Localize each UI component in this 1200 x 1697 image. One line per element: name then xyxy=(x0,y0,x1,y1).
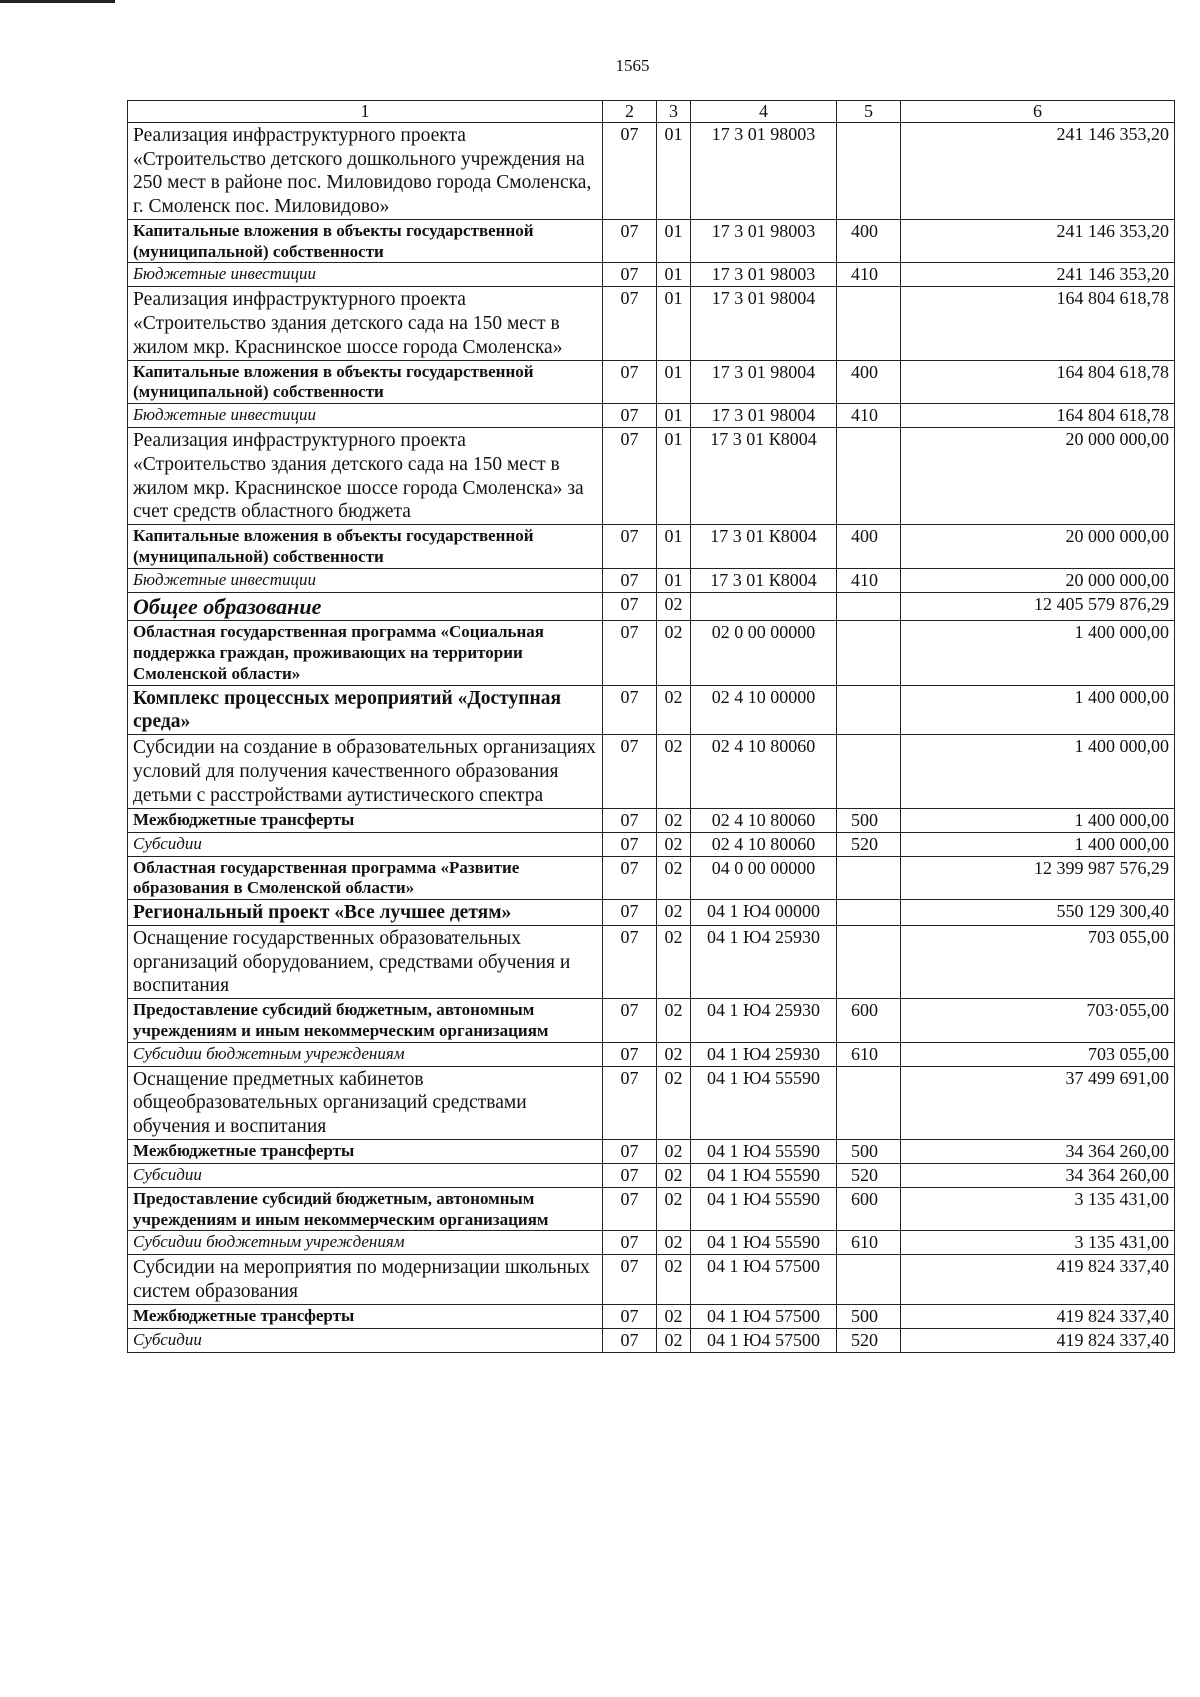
row-section-code-cell: 07 xyxy=(603,832,657,856)
row-name-cell: Субсидии xyxy=(128,832,603,856)
row-expense-type-cell: 600 xyxy=(837,1187,901,1230)
table-row xyxy=(128,1042,1175,1066)
row-subsection-code-cell: 01 xyxy=(657,404,691,428)
table-row xyxy=(128,525,1175,568)
row-amount-cell: 20 000 000,00 xyxy=(901,568,1175,592)
row-subsection-code-cell: 01 xyxy=(657,287,691,360)
row-section-code-cell: 07 xyxy=(603,1139,657,1163)
table-row xyxy=(128,685,1175,735)
table-row xyxy=(128,360,1175,403)
row-expense-type-cell: 520 xyxy=(837,1328,901,1352)
row-expense-type-cell: 400 xyxy=(837,219,901,262)
row-expense-type-cell xyxy=(837,1066,901,1139)
row-expense-type-cell: 500 xyxy=(837,808,901,832)
row-target-code-cell xyxy=(691,592,837,621)
row-expense-type-cell: 410 xyxy=(837,263,901,287)
row-subsection-code-cell: 02 xyxy=(657,999,691,1042)
row-section-code-cell: 07 xyxy=(603,592,657,621)
row-name-cell: Субсидии бюджетным учреждениям xyxy=(128,1042,603,1066)
row-name-cell: Бюджетные инвестиции xyxy=(128,263,603,287)
table-row xyxy=(128,1328,1175,1352)
row-expense-type-cell xyxy=(837,925,901,998)
table-row xyxy=(128,856,1175,899)
row-section-code-cell: 07 xyxy=(603,525,657,568)
row-amount-cell: 1 400 000,00 xyxy=(901,735,1175,808)
row-amount-cell: 37 499 691,00 xyxy=(901,1066,1175,1139)
row-subsection-code-cell: 02 xyxy=(657,1066,691,1139)
row-expense-type-cell: 520 xyxy=(837,832,901,856)
row-expense-type-cell: 500 xyxy=(837,1304,901,1328)
row-section-code-cell: 07 xyxy=(603,1163,657,1187)
row-target-code-cell: 04 1 Ю4 55590 xyxy=(691,1066,837,1139)
row-amount-cell: 3 135 431,00 xyxy=(901,1231,1175,1255)
row-target-code-cell: 04 1 Ю4 25930 xyxy=(691,1042,837,1066)
table-row xyxy=(128,568,1175,592)
row-target-code-cell: 04 1 Ю4 25930 xyxy=(691,925,837,998)
row-name-cell: Реализация инфраструктурного проекта «Строительство детского дошкольного учреждения на 250 мест в районе пос. Миловидово города Смоленска, г. Смоленск пос. Миловидово» xyxy=(128,122,603,219)
row-target-code-cell: 17 3 01 98003 xyxy=(691,219,837,262)
row-target-code-cell: 17 3 01 К8004 xyxy=(691,568,837,592)
row-subsection-code-cell: 02 xyxy=(657,832,691,856)
row-target-code-cell: 17 3 01 98003 xyxy=(691,263,837,287)
row-amount-cell: 1 400 000,00 xyxy=(901,685,1175,735)
row-amount-cell: 34 364 260,00 xyxy=(901,1163,1175,1187)
table-row xyxy=(128,1304,1175,1328)
table-row xyxy=(128,263,1175,287)
header-cell-1: 1 xyxy=(128,101,603,123)
row-amount-cell: 12 405 579 876,29 xyxy=(901,592,1175,621)
row-target-code-cell: 04 0 00 00000 xyxy=(691,856,837,899)
row-expense-type-cell: 600 xyxy=(837,999,901,1042)
table-row xyxy=(128,1187,1175,1230)
row-amount-cell: 20 000 000,00 xyxy=(901,525,1175,568)
row-section-code-cell: 07 xyxy=(603,685,657,735)
row-name-cell: Общее образование xyxy=(128,592,603,621)
row-name-cell: Оснащение предметных кабинетов общеобразовательных организаций средствами обучения и воспитания xyxy=(128,1066,603,1139)
row-target-code-cell: 04 1 Ю4 00000 xyxy=(691,899,837,925)
row-subsection-code-cell: 02 xyxy=(657,1328,691,1352)
row-expense-type-cell: 400 xyxy=(837,525,901,568)
row-expense-type-cell: 410 xyxy=(837,568,901,592)
row-section-code-cell: 07 xyxy=(603,404,657,428)
budget-table xyxy=(127,100,1175,1353)
row-subsection-code-cell: 02 xyxy=(657,1304,691,1328)
row-name-cell: Реализация инфраструктурного проекта «Строительство здания детского сада на 150 мест в жилом мкр. Краснинское шоссе города Смоленска» xyxy=(128,287,603,360)
row-section-code-cell: 07 xyxy=(603,1066,657,1139)
row-amount-cell: 241 146 353,20 xyxy=(901,263,1175,287)
row-name-cell: Комплекс процессных мероприятий «Доступная среда» xyxy=(128,685,603,735)
table-row xyxy=(128,122,1175,219)
row-target-code-cell: 02 0 00 00000 xyxy=(691,621,837,685)
table-row xyxy=(128,592,1175,621)
table-row xyxy=(128,1255,1175,1305)
row-expense-type-cell xyxy=(837,287,901,360)
row-amount-cell: 419 824 337,40 xyxy=(901,1255,1175,1305)
row-target-code-cell: 17 3 01 98003 xyxy=(691,122,837,219)
row-amount-cell: 419 824 337,40 xyxy=(901,1304,1175,1328)
row-section-code-cell: 07 xyxy=(603,1042,657,1066)
row-target-code-cell: 04 1 Ю4 57500 xyxy=(691,1255,837,1305)
row-target-code-cell: 17 3 01 98004 xyxy=(691,360,837,403)
row-name-cell: Областная государственная программа «Развитие образования в Смоленской области» xyxy=(128,856,603,899)
row-name-cell: Субсидии на создание в образовательных организациях условий для получения качественного образования детьми с расстройствами аутистического спектра xyxy=(128,735,603,808)
row-name-cell: Межбюджетные трансферты xyxy=(128,808,603,832)
row-expense-type-cell: 500 xyxy=(837,1139,901,1163)
page-number: 1565 xyxy=(615,56,650,75)
row-section-code-cell: 07 xyxy=(603,568,657,592)
row-section-code-cell: 07 xyxy=(603,219,657,262)
row-subsection-code-cell: 02 xyxy=(657,1139,691,1163)
row-amount-cell: 20 000 000,00 xyxy=(901,428,1175,525)
header-cell-3: 3 xyxy=(657,101,691,123)
header-cell-4: 4 xyxy=(691,101,837,123)
table-row xyxy=(128,404,1175,428)
row-section-code-cell: 07 xyxy=(603,1231,657,1255)
row-expense-type-cell xyxy=(837,122,901,219)
row-subsection-code-cell: 01 xyxy=(657,219,691,262)
row-target-code-cell: 02 4 10 80060 xyxy=(691,832,837,856)
row-amount-cell: 34 364 260,00 xyxy=(901,1139,1175,1163)
table-row xyxy=(128,925,1175,998)
row-name-cell: Субсидии xyxy=(128,1328,603,1352)
row-section-code-cell: 07 xyxy=(603,808,657,832)
row-subsection-code-cell: 01 xyxy=(657,525,691,568)
row-amount-cell: 1 400 000,00 xyxy=(901,832,1175,856)
row-subsection-code-cell: 02 xyxy=(657,899,691,925)
row-amount-cell: 164 804 618,78 xyxy=(901,360,1175,403)
row-subsection-code-cell: 01 xyxy=(657,428,691,525)
row-section-code-cell: 07 xyxy=(603,621,657,685)
header-cell-5: 5 xyxy=(837,101,901,123)
table-row xyxy=(128,428,1175,525)
row-section-code-cell: 07 xyxy=(603,856,657,899)
row-subsection-code-cell: 01 xyxy=(657,360,691,403)
row-target-code-cell: 04 1 Ю4 55590 xyxy=(691,1163,837,1187)
row-name-cell: Бюджетные инвестиции xyxy=(128,568,603,592)
row-amount-cell: 703 055,00 xyxy=(901,1042,1175,1066)
row-name-cell: Субсидии на мероприятия по модернизации школьных систем образования xyxy=(128,1255,603,1305)
row-target-code-cell: 04 1 Ю4 25930 xyxy=(691,999,837,1042)
row-section-code-cell: 07 xyxy=(603,899,657,925)
row-subsection-code-cell: 02 xyxy=(657,621,691,685)
row-subsection-code-cell: 01 xyxy=(657,263,691,287)
row-target-code-cell: 02 4 10 80060 xyxy=(691,808,837,832)
row-subsection-code-cell: 02 xyxy=(657,856,691,899)
row-target-code-cell: 04 1 Ю4 57500 xyxy=(691,1328,837,1352)
row-amount-cell: 3 135 431,00 xyxy=(901,1187,1175,1230)
row-section-code-cell: 07 xyxy=(603,999,657,1042)
table-row xyxy=(128,1139,1175,1163)
table-row xyxy=(128,1163,1175,1187)
row-subsection-code-cell: 02 xyxy=(657,1163,691,1187)
row-section-code-cell: 07 xyxy=(603,122,657,219)
row-amount-cell: 1 400 000,00 xyxy=(901,621,1175,685)
table-row xyxy=(128,832,1175,856)
row-name-cell: Субсидии xyxy=(128,1163,603,1187)
row-section-code-cell: 07 xyxy=(603,287,657,360)
row-section-code-cell: 07 xyxy=(603,735,657,808)
row-name-cell: Оснащение государственных образовательных организаций оборудованием, средствами обучения и воспитания xyxy=(128,925,603,998)
row-subsection-code-cell: 02 xyxy=(657,685,691,735)
row-target-code-cell: 17 3 01 98004 xyxy=(691,404,837,428)
row-section-code-cell: 07 xyxy=(603,1328,657,1352)
row-target-code-cell: 17 3 01 К8004 xyxy=(691,525,837,568)
row-amount-cell: 12 399 987 576,29 xyxy=(901,856,1175,899)
row-target-code-cell: 04 1 Ю4 55590 xyxy=(691,1187,837,1230)
row-target-code-cell: 02 4 10 00000 xyxy=(691,685,837,735)
table-row xyxy=(128,808,1175,832)
row-expense-type-cell xyxy=(837,899,901,925)
row-amount-cell: 703 055,00 xyxy=(901,925,1175,998)
table-row xyxy=(128,219,1175,262)
row-subsection-code-cell: 02 xyxy=(657,735,691,808)
row-name-cell: Капитальные вложения в объекты государственной (муниципальной) собственности xyxy=(128,219,603,262)
row-expense-type-cell xyxy=(837,856,901,899)
row-expense-type-cell: 520 xyxy=(837,1163,901,1187)
row-expense-type-cell xyxy=(837,621,901,685)
budget-table-body xyxy=(128,101,1175,1353)
row-subsection-code-cell: 01 xyxy=(657,568,691,592)
row-target-code-cell: 04 1 Ю4 55590 xyxy=(691,1231,837,1255)
row-expense-type-cell xyxy=(837,592,901,621)
table-row xyxy=(128,1231,1175,1255)
table-row xyxy=(128,735,1175,808)
row-name-cell: Предоставление субсидий бюджетным, автономным учреждениям и иным некоммерческим организациям xyxy=(128,999,603,1042)
row-name-cell: Областная государственная программа «Социальная поддержка граждан, проживающих на территории Смоленской области» xyxy=(128,621,603,685)
row-expense-type-cell xyxy=(837,1255,901,1305)
row-target-code-cell: 17 3 01 98004 xyxy=(691,287,837,360)
row-section-code-cell: 07 xyxy=(603,1255,657,1305)
row-subsection-code-cell: 02 xyxy=(657,592,691,621)
row-amount-cell: 164 804 618,78 xyxy=(901,404,1175,428)
row-amount-cell: 241 146 353,20 xyxy=(901,219,1175,262)
row-section-code-cell: 07 xyxy=(603,1187,657,1230)
row-name-cell: Межбюджетные трансферты xyxy=(128,1139,603,1163)
row-subsection-code-cell: 01 xyxy=(657,122,691,219)
row-section-code-cell: 07 xyxy=(603,1304,657,1328)
row-expense-type-cell: 610 xyxy=(837,1231,901,1255)
row-section-code-cell: 07 xyxy=(603,360,657,403)
row-name-cell: Бюджетные инвестиции xyxy=(128,404,603,428)
row-name-cell: Реализация инфраструктурного проекта «Строительство здания детского сада на 150 мест в жилом мкр. Краснинское шоссе города Смоленска» за счет средств областного бюджета xyxy=(128,428,603,525)
header-cell-2: 2 xyxy=(603,101,657,123)
row-amount-cell: 550 129 300,40 xyxy=(901,899,1175,925)
row-subsection-code-cell: 02 xyxy=(657,1231,691,1255)
row-name-cell: Субсидии бюджетным учреждениям xyxy=(128,1231,603,1255)
row-name-cell: Межбюджетные трансферты xyxy=(128,1304,603,1328)
table-row xyxy=(128,899,1175,925)
row-expense-type-cell xyxy=(837,428,901,525)
table-row xyxy=(128,287,1175,360)
table-row xyxy=(128,1066,1175,1139)
row-subsection-code-cell: 02 xyxy=(657,925,691,998)
row-name-cell: Предоставление субсидий бюджетным, автономным учреждениям и иным некоммерческим организациям xyxy=(128,1187,603,1230)
row-amount-cell: 1 400 000,00 xyxy=(901,808,1175,832)
row-expense-type-cell xyxy=(837,685,901,735)
header-row xyxy=(128,101,1175,123)
row-name-cell: Капитальные вложения в объекты государственной (муниципальной) собственности xyxy=(128,360,603,403)
row-subsection-code-cell: 02 xyxy=(657,1255,691,1305)
row-name-cell: Капитальные вложения в объекты государственной (муниципальной) собственности xyxy=(128,525,603,568)
row-section-code-cell: 07 xyxy=(603,925,657,998)
header-cell-6: 6 xyxy=(901,101,1175,123)
row-subsection-code-cell: 02 xyxy=(657,1042,691,1066)
row-target-code-cell: 17 3 01 К8004 xyxy=(691,428,837,525)
row-section-code-cell: 07 xyxy=(603,428,657,525)
row-name-cell: Региональный проект «Все лучшее детям» xyxy=(128,899,603,925)
row-target-code-cell: 04 1 Ю4 57500 xyxy=(691,1304,837,1328)
row-section-code-cell: 07 xyxy=(603,263,657,287)
table-row xyxy=(128,621,1175,685)
row-expense-type-cell: 410 xyxy=(837,404,901,428)
table-row xyxy=(128,999,1175,1042)
row-amount-cell: 703·055,00 xyxy=(901,999,1175,1042)
row-amount-cell: 164 804 618,78 xyxy=(901,287,1175,360)
row-subsection-code-cell: 02 xyxy=(657,1187,691,1230)
row-expense-type-cell: 400 xyxy=(837,360,901,403)
row-expense-type-cell: 610 xyxy=(837,1042,901,1066)
row-target-code-cell: 02 4 10 80060 xyxy=(691,735,837,808)
row-amount-cell: 419 824 337,40 xyxy=(901,1328,1175,1352)
row-subsection-code-cell: 02 xyxy=(657,808,691,832)
row-target-code-cell: 04 1 Ю4 55590 xyxy=(691,1139,837,1163)
row-amount-cell: 241 146 353,20 xyxy=(901,122,1175,219)
row-expense-type-cell xyxy=(837,735,901,808)
scan-edge-line xyxy=(0,0,115,3)
